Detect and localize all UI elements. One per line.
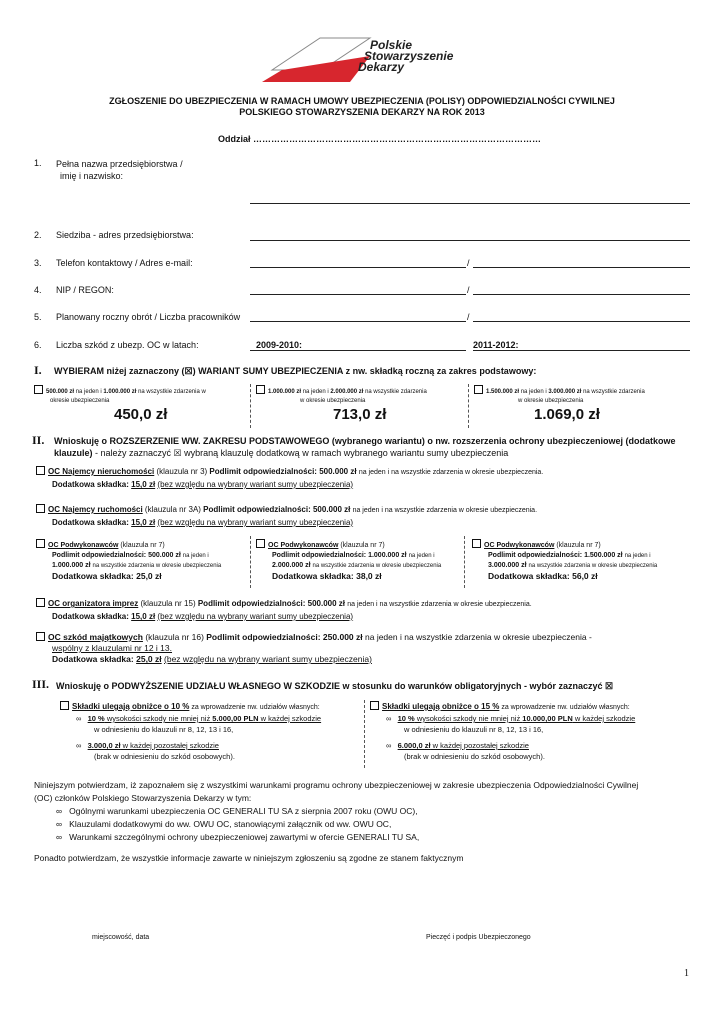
logo-line-3: Dekarzy [358,60,405,74]
confirm-bullet-3: ∞ [56,832,63,842]
c7o3-name: OC Podwykonawców [484,542,555,549]
variant-2[interactable] [256,385,466,406]
section-1-heading: WYBIERAM niżej zaznaczony (☒) WARIANT SUMY UBEZPIECZENIA z nw. składką roczną za zakres podstawowy: [54,366,537,376]
confirm-item-2-text: Klauzulami dodatkowymi do ww. OWU OC, stanowiącymi załącznik od ww. OWU OC, [69,819,392,829]
confirm-bullet-2: ∞ [56,819,63,829]
field-6-number: 6. [34,340,42,350]
v2-a: 1.000.000 zł [268,389,302,395]
clause-15-dodat: Dodatkowa składka: [52,612,129,621]
variant-1-price: 450,0 zł [114,406,168,423]
clause-7-option-2-checkbox[interactable] [256,539,265,548]
d15-b1c: 10.000,00 PLN [522,714,573,723]
c7o1-kl: (klauzula nr 7) [118,542,165,549]
clause-3[interactable] [36,466,543,491]
field-5-input-a[interactable] [250,321,466,322]
clause-16-dodat: Dodatkowa składka: [52,654,134,664]
clause-16-amt: 250.000 zł [322,632,363,642]
v3-a: 1.500.000 zł [486,389,520,395]
d10-b1d: w każdej szkodzie [258,714,322,723]
v1-b: na jeden i [74,389,104,395]
clause-15-name: OC organizatora imprez [48,599,139,608]
clause-3a-kl: (klauzula nr 3A) [142,505,204,514]
c7o2-name: OC Podwykonawców [268,542,339,549]
confirm-item-2 [34,818,704,831]
confirmation [34,779,704,865]
field-1-label-b: imię i nazwisko: [60,171,124,181]
clause-16-bez: (bez względu na wybrany wariant sumy ubezpieczenia) [164,654,372,664]
variant-3-price: 1.069,0 zł [534,406,600,423]
field-4-label: NIP / REGON: [56,285,114,295]
clause-15[interactable] [36,598,532,623]
d15-bullet-1: ∞ [386,714,392,723]
v3-c: 3.000.000 zł [548,389,582,395]
clause-3a-lim: Podlimit odpowiedzialności: [203,505,311,514]
d15-b2c: (brak w odniesieniu do szkód osobowych). [404,752,545,761]
section-2-number: II. [32,433,45,447]
c7o1-lim: Podlimit odpowiedzialności: [52,552,147,559]
c7o1-name: OC Podwykonawców [48,542,119,549]
d15-b1d: w każdej szkodzie [572,714,636,723]
page-title [0,96,724,118]
clause-3-checkbox[interactable] [36,466,45,475]
confirm-p2: (OC) członków Polskiego Stowarzyszenia Dekarzy w tym: [34,793,252,803]
deductible-10-checkbox[interactable] [60,701,69,710]
clause-3-all: na jeden i na wszystkie zdarzenia w okresie ubezpieczenia. [358,469,544,476]
v1-e: okresie ubezpieczenia [50,398,110,404]
variant-2-price: 713,0 zł [333,406,387,423]
divider [468,384,469,428]
d15-b1a: 10 % [397,714,415,723]
c7o3-j: na jeden i [624,553,651,559]
clause-3-fee: 15,0 zł [131,480,156,489]
field-3-slash: / [467,258,470,268]
field-6-input-a[interactable] [250,350,466,351]
logo-flag-icon [262,36,372,84]
page-number: 1 [684,968,689,979]
clause-15-fee: 15,0 zł [131,612,156,621]
divider [250,384,251,428]
variant-1-checkbox[interactable] [34,385,43,394]
c7o3-w: na wszystkie zdarzenia w okresie ubezpieczenia [528,563,658,569]
c7o3-dodat: Dodatkowa składka: [488,571,570,581]
clause-16-kl: (klauzula nr 16) [142,632,207,642]
c7o1-w: na wszystkie zdarzenia w okresie ubezpieczenia [92,563,222,569]
section-2-heading-2a: klauzule) [54,448,93,458]
clause-7-option-3[interactable] [472,539,690,581]
logo [262,36,472,84]
d10-b1e: w odniesieniu do klauzuli nr 8, 12, 13 i 16, [94,725,234,734]
deductible-15[interactable] [370,701,690,762]
clause-3a[interactable] [36,504,537,529]
years-2009-2010: 2009-2010 [256,340,300,350]
c7o3-amt1: 1.500.000 zł [584,552,623,559]
section-2-heading-1: Wnioskuję o ROZSZERZENIE WW. ZAKRESU PODSTAWOWEGO (wybranego wariantu) o nw. rozszerzenia ochrony ubezpieczeniowej (dodatkowe [54,436,676,446]
v2-c: 2.000.000 zł [330,389,364,395]
field-1-number: 1. [34,158,42,168]
field-6-label: Liczba szkód z ubezp. OC w latach: [56,340,199,350]
title-line-1: ZGŁOSZENIE DO UBEZPIECZENIA W RAMACH UMOWY UBEZPIECZENIA (POLISY) ODPOWIEDZIALNOŚCI CYWILNEJ [109,96,615,106]
c7o1-j: na jeden i [182,553,209,559]
clause-15-kl: (klauzula nr 15) [138,599,198,608]
d15-b2b: w każdej pozostałej szkodzie [430,741,529,750]
clause-16-fee: 25,0 zł [136,654,162,664]
clause-3a-dodat: Dodatkowa składka: [52,518,129,527]
field-5-input-b[interactable] [473,321,690,322]
confirm-item-3 [34,831,704,844]
d15-title: Składki ulegają obniżce o 15 % [382,702,500,711]
clause-3-lim: Podlimit odpowiedzialności: [209,467,317,476]
clause-3a-bez: (bez względu na wybrany wariant sumy ubezpieczenia) [157,518,354,527]
clause-3-dodat: Dodatkowa składka: [52,480,129,489]
divider [364,700,365,768]
clause-3a-checkbox[interactable] [36,504,45,513]
logo-line-1: Polskie [370,38,413,52]
field-4-input-a[interactable] [250,294,466,295]
clause-3a-name: OC Najemcy ruchomości [48,505,143,514]
c7o1-amt1: 500.000 zł [148,552,181,559]
deductible-10[interactable] [60,701,365,762]
logo-line-2: Stowarzyszenie [364,49,454,63]
field-3-label: Telefon kontaktowy / Adres e-mail: [56,258,193,268]
section-2-heading-2 [54,448,508,459]
field-1-label [56,158,183,182]
clause-3a-all: na jeden i na wszystkie zdarzenia w okresie ubezpieczenia. [352,507,538,514]
c7o2-kl: (klauzula nr 7) [338,542,385,549]
d15-bullet-2: ∞ [386,741,392,750]
oddzial-field[interactable]: Oddział …………………………………………………………………………………… [218,134,542,144]
v1-a: 500.000 zł [46,389,75,395]
field-5-number: 5. [34,312,42,322]
d10-title: Składki ulegają obniżce o 10 % [72,702,190,711]
clause-16-lim: Podlimit odpowiedzialności: [206,632,321,642]
v1-c: 1.000.000 zł [103,389,137,395]
c7o1-amt2: 1.000.000 zł [52,562,91,569]
clause-7-option-1-checkbox[interactable] [36,539,45,548]
section-3-number: III. [32,677,50,691]
c7o2-w: na wszystkie zdarzenia w okresie ubezpieczenia [312,563,442,569]
clause-15-all: na jeden i na wszystkie zdarzenia w okresie ubezpieczenia. [347,601,532,608]
divider [250,536,251,588]
c7o2-amt2: 2.000.000 zł [272,562,311,569]
field-5-label: Planowany roczny obrót / Liczba pracowników [56,312,241,322]
place-date-label: miejscowość, data [92,934,150,941]
c7o2-fee: 38,0 zł [356,571,382,581]
d10-b1b: wysokości szkody nie mniej niż [104,714,213,723]
d10-bullet-2: ∞ [76,741,82,750]
field-5-slash: / [467,312,470,322]
d10-bullet-1: ∞ [76,714,82,723]
d15-title2: za wprowadzenie nw. udziałów własnych: [499,704,630,711]
section-1-number: I. [34,363,42,377]
c7o2-dodat: Dodatkowa składka: [272,571,354,581]
c7o1-fee: 25,0 zł [136,571,162,581]
variant-1[interactable] [34,385,249,406]
field-3-input-a[interactable] [250,267,466,268]
v3-b: na jeden i [519,389,549,395]
c7o2-j: na jeden i [408,553,435,559]
deductible-15-checkbox[interactable] [370,701,379,710]
confirm-item-1-text: Ogólnymi warunkami ubezpieczenia OC GENERALI TU SA z sierpnia 2007 roku (OWU OC), [69,806,418,816]
d15-b2a: 6.000,0 zł [397,741,431,750]
clause-16-all: na jeden i na wszystkie zdarzenia w okresie ubezpieczenia - [365,632,592,642]
field-2-label: Siedziba - adres przedsiębiorstwa: [56,230,194,240]
variant-3[interactable] [474,385,690,406]
c7o3-fee: 56,0 zł [572,571,598,581]
confirm-bullet-1: ∞ [56,806,63,816]
clause-3-amt: 500.000 zł [319,467,357,476]
field-2-input[interactable] [250,240,690,241]
signature-label: Pieczęć i podpis Ubezpieczonego [426,934,531,941]
d10-b2a: 3.000,0 zł [87,741,121,750]
field-4-input-b[interactable] [473,294,690,295]
c7o3-kl: (klauzula nr 7) [554,542,601,549]
v3-e: w okresie ubezpieczenia [518,398,584,404]
section-2-heading-2b: - należy zaznaczyć ☒ wybraną klauzulę dodatkową w ramach wybranego wariantu sumy ubezpieczenia [92,448,509,458]
v3-d: na wszystkie zdarzenia [581,389,645,395]
clause-16-checkbox[interactable] [36,632,45,641]
confirm-item-1 [34,805,704,818]
v2-b: na jeden i [301,389,331,395]
clause-7-option-1[interactable] [36,539,248,581]
clause-15-lim: Podlimit odpowiedzialności: [197,599,306,608]
v1-d: na wszystkie zdarzenia w [136,389,206,395]
field-3-input-b[interactable] [473,267,690,268]
v2-d: na wszystkie zdarzenia [363,389,427,395]
variant-3-checkbox[interactable] [474,385,483,394]
confirm-item-3-text: Warunkami szczególnymi ochrony ubezpieczeniowej zawartymi w ofercie GENERALI TU SA, [69,832,420,842]
c7o2-lim: Podlimit odpowiedzialności: [272,552,367,559]
divider [464,536,465,588]
section-3-heading: Wnioskuję o PODWYŻSZENIE UDZIAŁU WŁASNEGO W SZKODZIE w stosunku do warunków obligatoryjnych - wybór zaznaczyć ☒ [56,681,614,691]
field-1-input[interactable] [250,203,690,204]
d15-b1b: wysokości szkody nie mniej niż [414,714,523,723]
confirm-p1: Niniejszym potwierdzam, iż zapoznałem się z wszystkimi warunkami programu ochrony ubezpieczeniowej w zakresie ubezpieczenia Odpowiedzialności Cywilnej [34,780,639,790]
field-1-label-a: Pełna nazwa przedsiębiorstwa / [56,159,183,169]
field-6-years-b: 2011-2012: [473,340,519,350]
confirm-p3: Ponadto potwierdzam, że wszystkie informacje zawarte w niniejszym zgłoszeniu są zgodne ze stanem faktycznym [34,853,464,863]
clause-16[interactable] [36,632,592,665]
clause-16-sub: wspólny z klauzulami nr 12 i 13. [52,643,173,653]
c7o3-amt2: 3.000.000 zł [488,562,527,569]
clause-3a-fee: 15,0 zł [131,518,156,527]
clause-15-amt: 500.000 zł [307,599,346,608]
clause-3-name: OC Najemcy nieruchomości [48,467,155,476]
c7o1-dodat: Dodatkowa składka: [52,571,134,581]
c7o3-lim: Podlimit odpowiedzialności: [488,552,583,559]
field-6-input-b[interactable] [473,350,690,351]
d10-title2: za wprowadzenie nw. udziałów własnych: [189,704,320,711]
clause-16-name: OC szkód majątkowych [48,632,143,642]
clause-7-option-3-checkbox[interactable] [472,539,481,548]
clause-7-option-2[interactable] [256,539,462,581]
d10-b2c: (brak w odniesieniu do szkód osobowych). [94,752,235,761]
field-2-number: 2. [34,230,42,240]
field-4-number: 4. [34,285,42,295]
d15-b1e: w odniesieniu do klauzuli nr 8, 12, 13 i 16, [404,725,544,734]
clause-15-checkbox[interactable] [36,598,45,607]
v2-e: w okresie ubezpieczenia [300,398,366,404]
clause-3a-amt: 500.000 zł [312,505,351,514]
clause-3-kl: (klauzula nr 3) [154,467,210,476]
field-6-years-a: 2009-2010: [256,340,303,350]
title-line-2: POLSKIEGO STOWARZYSZENIA DEKARZY NA ROK 2013 [239,107,485,117]
variant-2-checkbox[interactable] [256,385,265,394]
clause-3-bez: (bez względu na wybrany wariant sumy ubezpieczenia) [157,480,354,489]
clause-15-bez: (bez względu na wybrany wariant sumy ubezpieczenia) [157,612,354,621]
d10-b1a: 10 % [87,714,105,723]
d10-b1c: 5.000,00 PLN [212,714,259,723]
field-4-slash: / [467,285,470,295]
d10-b2b: w każdej pozostałej szkodzie [120,741,219,750]
c7o2-amt1: 1.000.000 zł [368,552,407,559]
field-3-number: 3. [34,258,42,268]
years-2011-2012: 2011-2012 [473,340,516,350]
